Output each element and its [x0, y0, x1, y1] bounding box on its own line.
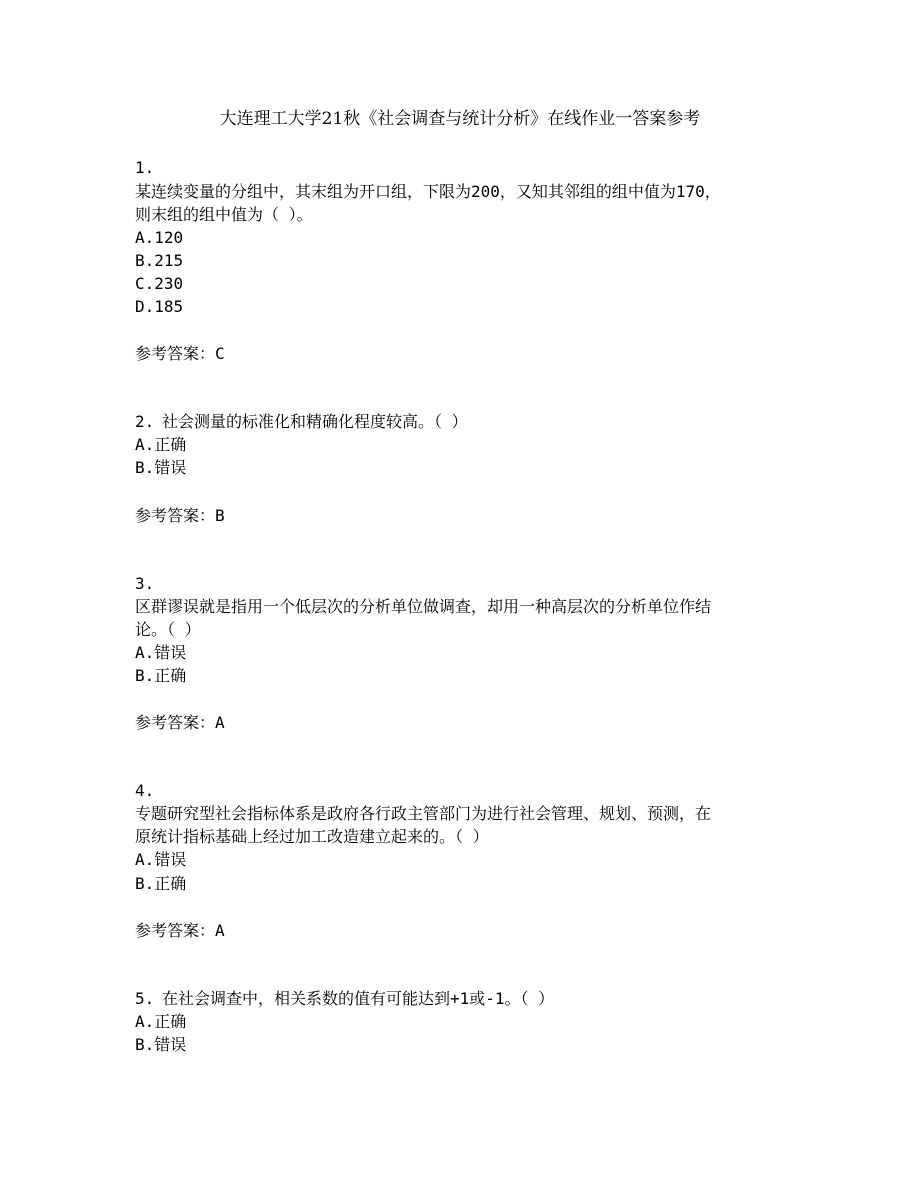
- question-1-answer: 参考答案：C: [135, 344, 225, 363]
- question-2-option-a: A.正确: [135, 435, 187, 454]
- question-3-text-line-1: 区群谬误就是指用一个低层次的分析单位做调查，却用一种高层次的分析单位作结: [135, 597, 712, 616]
- question-3-option-b: B.正确: [135, 666, 187, 685]
- question-5-option-a: A.正确: [135, 1012, 187, 1031]
- question-4-text-line-1: 专题研究型社会指标体系是政府各行政主管部门为进行社会管理、规划、预测，在: [135, 804, 712, 823]
- question-1-text-line-1: 某连续变量的分组中，其末组为开口组，下限为200，又知其邻组的组中值为170，: [135, 182, 721, 201]
- question-4-answer: 参考答案：A: [135, 921, 225, 940]
- question-3-text-line-2: 论。（ ）: [135, 620, 201, 639]
- question-1-option-b: B.215: [135, 251, 184, 270]
- question-3-number: 3.: [135, 574, 155, 593]
- question-2-answer: 参考答案：B: [135, 506, 225, 525]
- question-1-text-line-2: 则末组的组中值为（ ）。: [135, 205, 313, 224]
- question-1-option-c: C.230: [135, 274, 184, 293]
- question-1-option-d: D.185: [135, 297, 184, 316]
- question-4-text-line-2: 原统计指标基础上经过加工改造建立起来的。（ ）: [135, 827, 489, 846]
- question-1-number: 1.: [135, 158, 155, 177]
- question-3-answer: 参考答案：A: [135, 713, 225, 732]
- question-5-text-line-1: 在社会调查中，相关系数的值有可能达到+1或-1。（ ）: [162, 989, 555, 1008]
- question-5-number: 5.: [135, 989, 155, 1008]
- question-4-number: 4.: [135, 781, 155, 800]
- question-2-option-b: B.错误: [135, 458, 187, 477]
- question-4-option-b: B.正确: [135, 874, 187, 893]
- question-2-text-line-1: 社会测量的标准化和精确化程度较高。（ ）: [162, 412, 468, 431]
- document-title: 大连理工大学21秋《社会调查与统计分析》在线作业一答案参考: [219, 109, 701, 129]
- question-1-option-a: A.120: [135, 228, 184, 247]
- question-5-option-b: B.错误: [135, 1035, 187, 1054]
- question-3-option-a: A.错误: [135, 643, 187, 662]
- question-4-option-a: A.错误: [135, 850, 187, 869]
- question-2-number: 2.: [135, 412, 155, 431]
